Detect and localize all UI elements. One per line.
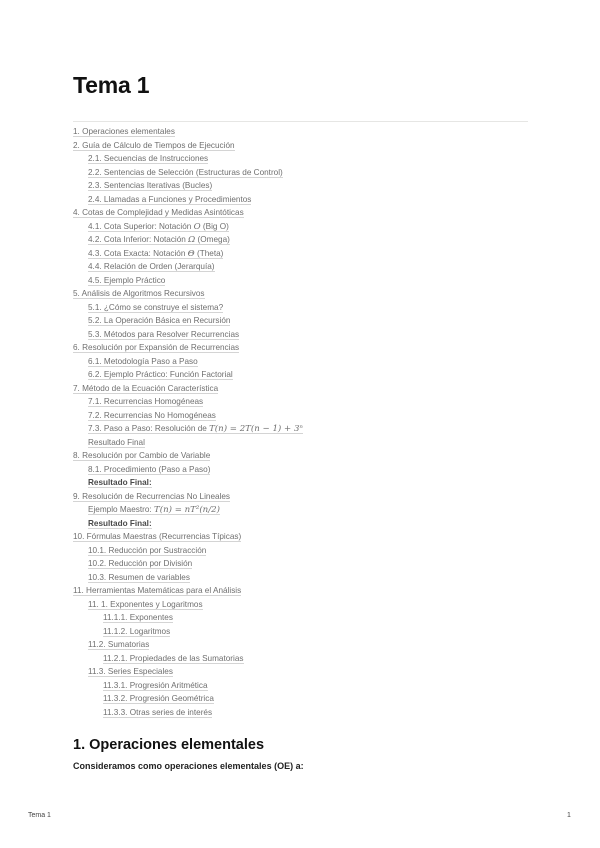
toc-item	[73, 706, 533, 720]
toc-link[interactable]	[73, 492, 230, 502]
toc-item	[73, 490, 533, 504]
toc-link-text: 4.3. Cota Exacta: Notación	[88, 248, 188, 258]
toc-link[interactable]	[103, 654, 244, 664]
toc-link[interactable]	[88, 546, 206, 556]
toc-link[interactable]	[88, 424, 303, 434]
page-title: Tema 1	[73, 72, 150, 98]
toc-link[interactable]	[73, 289, 205, 299]
toc-item	[73, 584, 533, 598]
toc-link[interactable]	[88, 411, 216, 421]
toc-link[interactable]	[73, 532, 241, 542]
toc-link[interactable]	[88, 357, 198, 367]
toc-link-text: 2.4. Llamadas a Funciones y Procedimientos	[88, 194, 252, 204]
toc-link-text: Ejemplo Maestro:	[88, 505, 154, 514]
toc-link-text: 6.2. Ejemplo Práctico: Función Factorial	[88, 370, 233, 379]
toc-item	[73, 692, 533, 706]
toc-link-text: 10.2. Reducción por División	[88, 559, 193, 568]
toc-item	[73, 220, 533, 234]
toc-link-text: 4. Cotas de Complejidad y Medidas Asintóticas	[73, 208, 244, 217]
toc-link-text: 2.3. Sentencias Iterativas (Bucles)	[88, 181, 213, 190]
toc-math-expression: O	[193, 221, 201, 232]
toc-item	[73, 166, 533, 180]
toc-link-text: Resultado Final:	[88, 518, 152, 528]
footer-document-title: Tema 1	[28, 812, 51, 819]
toc-link-text: 9. Resolución de Recurrencias No Lineales	[73, 491, 231, 501]
toc-link[interactable]	[88, 316, 230, 326]
toc-link-text: 11.3.1. Progresión Aritmética	[103, 680, 208, 690]
footer-page-number: 1	[567, 812, 571, 819]
toc-item	[73, 638, 533, 652]
toc-link-text: 2.2. Sentencias de Selección (Estructuras de Control)	[88, 167, 283, 177]
toc-link[interactable]	[88, 303, 223, 313]
toc-link[interactable]	[88, 154, 208, 164]
toc-link-text: 4.5. Ejemplo Práctico	[88, 275, 166, 285]
toc-link-text: 5.1. ¿Cómo se construye el sistema?	[88, 302, 224, 312]
toc-item	[73, 517, 533, 531]
toc-item	[73, 544, 533, 558]
toc-item	[73, 422, 533, 436]
toc-link[interactable]	[88, 330, 239, 340]
toc-link[interactable]	[73, 208, 244, 218]
toc-item	[73, 679, 533, 693]
toc-item	[73, 395, 533, 409]
toc-link[interactable]	[88, 222, 229, 232]
toc-item	[73, 287, 533, 301]
toc-link-suffix: (Theta)	[194, 248, 224, 258]
toc-link-text: Resultado Final	[88, 437, 145, 447]
toc-link-text: 8.1. Procedimiento (Paso a Paso)	[88, 464, 211, 474]
toc-item	[73, 233, 533, 247]
toc-link-text: 5.2. La Operación Básica en Recursión	[88, 316, 231, 325]
toc-link-text: 11.1.1. Exponentes	[103, 613, 173, 622]
toc-item	[73, 301, 533, 315]
toc-link-text: 8. Resolución por Cambio de Variable	[73, 451, 211, 460]
toc-link[interactable]	[88, 262, 215, 272]
toc-link-text: 7.3. Paso a Paso: Resolución de	[88, 424, 210, 433]
toc-math-expression: T(n) = nT²(n/2)	[153, 505, 220, 515]
toc-link-text: 10.1. Reducción por Sustracción	[88, 545, 207, 555]
toc-item	[73, 463, 533, 477]
toc-link[interactable]	[88, 505, 220, 515]
toc-item	[73, 355, 533, 369]
toc-link[interactable]	[88, 168, 283, 178]
toc-link-text: Resultado Final:	[88, 478, 152, 487]
toc-link[interactable]	[73, 384, 218, 394]
toc-item	[73, 409, 533, 423]
toc-item	[73, 652, 533, 666]
toc-link[interactable]	[88, 370, 233, 380]
toc-link[interactable]	[73, 127, 175, 137]
toc-item	[73, 247, 533, 261]
toc-link-text: 6. Resolución por Expansión de Recurrencias	[73, 343, 240, 352]
toc-math-expression: Ω	[188, 235, 196, 245]
toc-link[interactable]	[88, 195, 251, 205]
toc-item	[73, 625, 533, 639]
toc-link-text: 4.4. Relación de Orden (Jerarquía)	[88, 262, 215, 271]
toc-link[interactable]	[88, 640, 149, 650]
toc-link[interactable]	[103, 613, 173, 623]
table-of-contents	[73, 125, 533, 719]
toc-link[interactable]	[88, 465, 210, 475]
toc-link-text: 4.2. Cota Inferior: Notación	[88, 235, 189, 244]
toc-link-suffix: (Big O)	[200, 221, 229, 231]
toc-item	[73, 476, 533, 490]
toc-link[interactable]	[88, 181, 212, 191]
toc-link-text: 5.3. Métodos para Resolver Recurrencias	[88, 329, 240, 339]
toc-link[interactable]	[88, 249, 223, 259]
toc-link-text: 11.3.2. Progresión Geométrica	[103, 694, 214, 703]
toc-link-text: 1. Operaciones elementales	[73, 127, 175, 136]
section-heading: 1. Operaciones elementales	[73, 737, 265, 753]
toc-link-text: 11. 1. Exponentes y Logaritmos	[88, 599, 203, 609]
toc-item	[73, 139, 533, 153]
toc-link-text: 10.3. Resumen de variables	[88, 572, 190, 582]
toc-link-text: 2.1. Secuencias de Instrucciones	[88, 154, 209, 163]
toc-item	[73, 328, 533, 342]
toc-item	[73, 503, 533, 517]
toc-link[interactable]	[88, 397, 203, 407]
toc-link[interactable]	[73, 343, 239, 353]
toc-item	[73, 152, 533, 166]
toc-item	[73, 665, 533, 679]
toc-link-text: 5. Análisis de Algoritmos Recursivos	[73, 289, 205, 298]
toc-link[interactable]	[88, 519, 152, 529]
toc-item	[73, 260, 533, 274]
toc-link-text: 7. Método de la Ecuación Característica	[73, 383, 219, 393]
toc-link-text: 11.2.1. Propiedades de las Sumatorias	[103, 653, 244, 663]
toc-link-text: 11.3.3. Otras series de interés	[103, 707, 213, 717]
toc-link[interactable]	[103, 681, 208, 691]
toc-link[interactable]	[103, 627, 170, 637]
toc-item	[73, 530, 533, 544]
toc-link-suffix: (Omega)	[195, 235, 230, 244]
toc-link[interactable]	[73, 586, 241, 596]
toc-link-text: 11. Herramientas Matemáticas para el Análisis	[73, 586, 242, 595]
toc-link[interactable]	[103, 694, 214, 704]
toc-link[interactable]	[73, 141, 235, 151]
section-intro-text: Consideramos como operaciones elementales (OE) a:	[73, 761, 304, 771]
toc-link-text: 2. Guía de Cálculo de Tiempos de Ejecución	[73, 140, 235, 150]
title-divider	[73, 121, 528, 122]
toc-link[interactable]	[73, 451, 210, 461]
toc-item	[73, 125, 533, 139]
toc-link[interactable]	[88, 235, 230, 245]
toc-link[interactable]	[88, 667, 173, 677]
toc-item	[73, 206, 533, 220]
toc-item	[73, 611, 533, 625]
toc-link[interactable]	[88, 276, 165, 286]
toc-item	[73, 314, 533, 328]
toc-link[interactable]	[88, 600, 203, 610]
toc-link[interactable]	[88, 438, 145, 448]
toc-link-text: 11.3. Series Especiales	[88, 667, 173, 676]
toc-link[interactable]	[88, 573, 190, 583]
toc-item	[73, 179, 533, 193]
toc-link-text: 11.2. Sumatorias	[88, 640, 150, 649]
toc-link-text: 7.1. Recurrencias Homogéneas	[88, 397, 204, 406]
toc-item	[73, 449, 533, 463]
toc-link-text: 11.1.2. Logaritmos	[103, 626, 171, 636]
toc-link[interactable]	[103, 708, 212, 718]
toc-link-text: 6.1. Metodología Paso a Paso	[88, 356, 198, 366]
toc-item	[73, 193, 533, 207]
toc-link-text: 10. Fórmulas Maestras (Recurrencias Típicas)	[73, 532, 242, 541]
toc-math-expression: T(n) = 2T(n − 1) + 3ⁿ	[209, 424, 303, 434]
toc-link-text: 7.2. Recurrencias No Homogéneas	[88, 410, 216, 420]
toc-link-text: 4.1. Cota Superior: Notación	[88, 221, 194, 231]
toc-link[interactable]	[88, 559, 192, 569]
toc-item	[73, 341, 533, 355]
toc-item	[73, 571, 533, 585]
toc-item	[73, 598, 533, 612]
toc-link[interactable]	[88, 478, 152, 488]
toc-item	[73, 368, 533, 382]
toc-item	[73, 557, 533, 571]
toc-item	[73, 436, 533, 450]
toc-math-expression: Θ	[187, 248, 195, 259]
toc-item	[73, 382, 533, 396]
toc-item	[73, 274, 533, 288]
